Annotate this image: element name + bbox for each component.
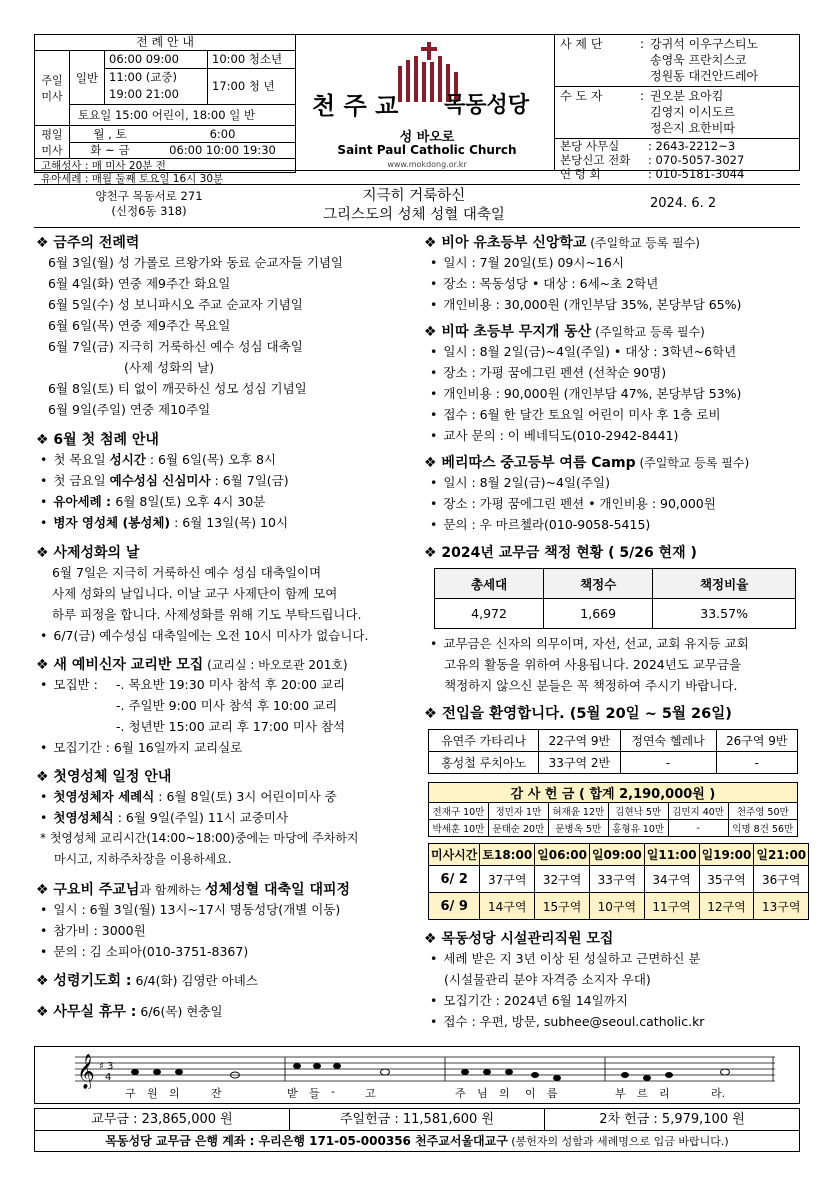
sunday-time: 17:00 청 년 [212, 79, 275, 93]
mass-schedule-box [34, 34, 296, 185]
section-title: ❖ 베리따스 중고등부 여름 Camp [424, 455, 636, 471]
text: 6월 8일(토) 오후 4시 30분 [115, 494, 266, 509]
lyric: 르 [637, 1087, 648, 1100]
saturday-mass: 토요일 15:00 어린이, 18:00 일 반 [78, 108, 256, 122]
lyric: 잔 [211, 1087, 222, 1100]
table-cell: 홍형유 10만 [608, 820, 668, 837]
thanks-table [428, 782, 798, 837]
svg-text:♯ 3: ♯ 3 [99, 1061, 114, 1072]
contact-value: : 070-5057-3027 [648, 153, 745, 167]
sunday-time: 06:00 09:00 [105, 51, 208, 68]
text: : 6월 13일(목) 10시 [170, 515, 289, 530]
note-line: • 교무금은 신자의 의무이며, 자선, 선교, 교회 유지등 교회 [430, 633, 800, 654]
lyric: 이 [525, 1087, 536, 1100]
section-subtitle: (주일학교 등록 필수) [591, 325, 705, 339]
text: 과 함께하는 [139, 883, 206, 897]
weekday-time: 6:00 [209, 127, 236, 141]
staff-name: 김영지 이시도르 [650, 105, 735, 119]
table-cell: 37구역 [480, 866, 535, 893]
lyric: 라. [711, 1087, 726, 1100]
feast-title: 그리스도의 성체 성혈 대축일 [323, 207, 505, 223]
text-line: • 문의 : 김 소피아(010-3751-8367) [40, 941, 416, 962]
sunday-offering: 주일헌금 : 11,581,600 원 [290, 1109, 545, 1130]
lyric: 고 [365, 1087, 376, 1100]
text-line: • 참가비 : 3000원 [40, 920, 416, 941]
table-header: 토18:00 [480, 844, 535, 866]
text-line: 하루 피정을 합니다. 사제성화를 위해 기도 부탁드립니다. [52, 607, 362, 622]
table-cell: 천주영 50만 [728, 803, 797, 820]
class-row: -. 목요반 19:30 미사 참석 후 20:00 교리 [116, 677, 346, 692]
table-header: 일06:00 [535, 844, 590, 866]
section-subtitle: (교리실 : 바오로관 201호) [203, 658, 348, 672]
lyric: 리 [659, 1087, 670, 1100]
bank-note: (봉헌자의 성함과 세례명으로 입금 바랍니다.) [507, 1135, 729, 1148]
sunday-time: 11:00 (교중) [109, 70, 177, 84]
table-cell: 26구역 9반 [716, 730, 797, 752]
lyric: 의 [169, 1087, 180, 1100]
lyric: 원 [147, 1087, 158, 1100]
table-cell: 박세훈 10만 [429, 820, 489, 837]
text: 유아세례 : [53, 494, 116, 509]
contact-value: : 010-5181-3044 [648, 167, 745, 181]
sunday-time: 19:00 21:00 [109, 87, 179, 101]
welcome-table [428, 729, 798, 774]
table-cell: 10구역 [589, 893, 644, 920]
lyrics [35, 1085, 799, 1101]
table-cell: - [668, 820, 728, 837]
class-row: -. 주일반 9:00 미사 참석 후 10:00 교리 [116, 698, 338, 713]
text-line: • 문의 : 우 마르첼라(010-9058-5415) [430, 514, 800, 535]
table-header: 일11:00 [644, 844, 699, 866]
staff-name: 정원동 대건안드레아 [650, 69, 759, 83]
section-title: ❖ 성령기도회 : [36, 973, 132, 989]
contact-label: 연 령 회 [560, 167, 601, 181]
table-cell: 12구역 [699, 893, 754, 920]
text-line: • 모집기간 : 2024년 6월 14일까지 [430, 990, 800, 1011]
section-subtitle: (주일학교 등록 필수) [586, 236, 700, 250]
bulletin-subheader [34, 184, 800, 228]
table-cell: 14구역 [480, 893, 535, 920]
lyric: - [331, 1085, 335, 1098]
lyric: 름 [547, 1087, 558, 1100]
lyric: 들 [309, 1087, 320, 1100]
table-cell: 22구역 9반 [539, 730, 620, 752]
liturgy-line: (사제 성화의 날) [124, 360, 215, 375]
section-title: ❖ 6월 첫 첨례 안내 [36, 432, 159, 448]
text-line: • 일시 : 8월 2일(금)~4일(주일) • 대상 : 3학년~6학년 [430, 341, 800, 362]
lyric: 받 [287, 1087, 298, 1100]
contact-value: : 2643-2212~3 [648, 139, 736, 153]
table-cell: 11구역 [644, 893, 699, 920]
staff-name: 정은지 요한비따 [650, 121, 735, 135]
liturgy-line: 6월 4일(화) 연중 제9주간 화요일 [48, 276, 231, 291]
text-line: • 일시 : 6월 3일(월) 13시~17시 명동성당(개별 이동) [40, 899, 416, 920]
text-line: • 장소 : 가평 꿈에그린 펜션 • 개인비용 : 90,000원 [430, 493, 800, 514]
right-column [424, 230, 807, 1032]
text: 성시간 [109, 452, 146, 467]
section-title: ❖ 전입을 환영합니다. (5월 20일 ~ 5월 26일) [424, 706, 732, 722]
weekday-mass-label: 평일 미사 [35, 126, 70, 158]
left-column [36, 230, 416, 1023]
sunday-mass-label: 주일 미사 [35, 51, 70, 125]
bank-account: 목동성당 교무금 은행 계좌 : 우리은행 171-05-000356 천주교서울대교구 [105, 1134, 508, 1148]
church-english-name: Saint Paul Catholic Church [337, 143, 517, 157]
logo-right-text: 목동성당 [444, 93, 530, 118]
text-line: • 세례 받은 지 3년 이상 된 성실하고 근면하신 분 [430, 948, 800, 969]
section-title: ❖ 비따 초등부 무지개 동산 [424, 324, 592, 340]
label: • 모집반 : [40, 674, 98, 695]
table-cell: 허재윤 12만 [548, 803, 608, 820]
svg-text:4: 4 [105, 1072, 112, 1083]
liturgy-line: 6월 6일(목) 연중 제9주간 목요일 [48, 318, 231, 333]
weekday-label: 일반 [70, 51, 105, 104]
baptism-info: 유아세례 : 매월 둘째 토요일 16시 30분 [41, 173, 224, 185]
table-cell: 35구역 [699, 866, 754, 893]
kyomu-table [434, 568, 796, 629]
notice: • 6/7(금) 예수성심 대축일에는 오전 10시 미사가 없습니다. [36, 625, 416, 646]
text-line: • 일시 : 8월 2일(금)~4일(주일) [430, 472, 800, 493]
bulletin-date: 2024. 6. 2 [650, 196, 717, 211]
weekday-days: 화 ~ 금 [90, 143, 130, 157]
table-cell: 15구역 [535, 893, 590, 920]
text: 예수성심 신심미사 [109, 473, 211, 488]
mass-duty-table [428, 843, 809, 920]
section-title: ❖ 사제성화의 날 [36, 545, 140, 561]
section-title: ❖ 새 예비신자 교리반 모집 [36, 657, 204, 673]
section-title: ❖ 2024년 교무금 책정 현황 ( 5/26 현재 ) [424, 545, 697, 561]
liturgy-line: 6월 5일(수) 성 보니파시오 주교 순교자 기념일 [48, 297, 303, 312]
table-header: 일21:00 [754, 844, 809, 866]
text: 첫영성체자 세례식 [53, 789, 155, 804]
lyric: 의 [499, 1087, 510, 1100]
liturgy-line: 6월 8일(토) 티 없이 깨끗하신 성모 성심 기념일 [48, 381, 307, 396]
table-cell: 전재구 10만 [429, 803, 489, 820]
weekday-time: 06:00 10:00 19:30 [169, 143, 276, 157]
text: 첫 목요일 [53, 452, 110, 467]
text: 병자 영성체 (봉성체) [53, 515, 171, 530]
contact-label: 본당신고 전화 [560, 153, 631, 167]
lyric: 주 [455, 1087, 466, 1100]
svg-text:𝄞: 𝄞 [77, 1054, 95, 1089]
section-title: ❖ 구요비 주교님 [36, 882, 140, 898]
feast-title: 지극히 거룩하신 [362, 188, 466, 204]
section-title: ❖ 목동성당 시설관리직원 모집 [424, 931, 614, 947]
text-line: • 장소 : 목동성당 • 대상 : 6세~초 2학년 [430, 273, 800, 294]
table-cell: 34구역 [644, 866, 699, 893]
lyric: 구 [125, 1087, 136, 1100]
staff-info: 사 제 단 : 강귀석 이우구스티노 송영욱 프란치스코 정원동 대건안드레아 수 도 자 : 권오분 요아킴 김영지 이시도르 정은지 요한비따 본당 사무실 : 2643-2212~3 본당신고 전화 : 070-5057-3027 연 령 회 : 010-5181-3044 [560, 34, 800, 171]
table-cell: - [716, 752, 797, 774]
staff-name: 송영욱 프란치스코 [650, 53, 747, 67]
liturgy-line: 6월 9일(주일) 연중 제10주일 [48, 402, 211, 417]
logo-left-text: 천 주 교 [312, 92, 399, 120]
second-offering: 2차 헌금 : 5,979,100 원 [599, 1112, 745, 1127]
note-line: * 첫영성체 교리시간(14:00~18:00)중에는 마당에 주차하지 [40, 831, 359, 845]
table-cell: 32구역 [535, 866, 590, 893]
table-header: 책정수 [544, 569, 653, 599]
table-cell: 문태순 20만 [488, 820, 548, 837]
text: 6/6(목) 현충일 [136, 1004, 223, 1019]
footer-box [34, 1108, 800, 1152]
table-cell: 6/ 9 [429, 893, 480, 920]
kyomu-total: 교무금 : 23,865,000 원 [35, 1109, 290, 1130]
text-line: • 장소 : 가평 꿈에그린 펜션 (선착순 90명) [430, 362, 800, 383]
section-subtitle: (주일학교 등록 필수) [635, 456, 750, 470]
text: : 6월 6일(목) 오후 8시 [145, 452, 277, 467]
text-line: • 일시 : 7월 20일(토) 09시~16시 [430, 252, 800, 273]
address-line: 양천구 목동서로 271 [95, 189, 203, 203]
class-row: -. 청년반 15:00 교리 후 17:00 미사 참석 [116, 719, 346, 734]
text-line: (시설물관리 분야 자격증 소지자 우대) [444, 972, 651, 987]
table-cell: 13구역 [754, 893, 809, 920]
text: : 6월 8일(토) 3시 어린이미사 중 [154, 789, 337, 804]
table-header: 책정비율 [653, 569, 796, 599]
table-cell: 유연주 가타리나 [429, 730, 539, 752]
text-line: • 교사 문의 : 이 베네딕도(010-2942-8441) [430, 425, 800, 446]
contact-label: 본당 사무실 [560, 139, 620, 153]
section-title: ❖ 금주의 전례력 [36, 235, 140, 251]
text: : 6월 9일(주일) 11시 교중미사 [113, 810, 289, 825]
text: : 6월 7일(금) [210, 473, 289, 488]
text-line: • 모집기간 : 6월 16일까지 교리실로 [36, 737, 416, 758]
text-line: 6월 7일은 지극히 거룩하신 예수 성심 대축일이며 [52, 565, 322, 580]
sunday-time: 10:00 청소년 [212, 52, 283, 66]
staff-role: 수 도 자 [560, 89, 603, 103]
table-cell: 4,972 [435, 599, 544, 629]
text: 6/4(화) 김영란 아녜스 [131, 973, 258, 988]
staff-name: 권오분 요아킴 [650, 89, 724, 103]
table-cell: 36구역 [754, 866, 809, 893]
music-staff-box [34, 1046, 800, 1104]
church-logo [298, 36, 556, 172]
text-line: • 개인비용 : 90,000원 (개인부담 47%, 본당부담 53%) [430, 383, 800, 404]
table-cell: 1,669 [544, 599, 653, 629]
table-cell: 정민자 1만 [488, 803, 548, 820]
table-cell: - [620, 752, 716, 774]
table-cell: 6/ 2 [429, 866, 480, 893]
lyric: 부 [615, 1087, 626, 1100]
staff-role: 사 제 단 [560, 37, 603, 51]
schedule-title: 전 례 안 내 [35, 35, 295, 51]
section-title: ❖ 첫영성체 일정 안내 [36, 769, 172, 785]
address-line: (신정6동 318) [111, 204, 187, 218]
table-cell: 홍성철 루치아노 [429, 752, 539, 774]
liturgy-line: 6월 3일(월) 성 가롤로 르왕가와 동료 순교자들 기념일 [48, 255, 343, 270]
confession-info: 고해성사 : 매 미사 20분 전 [41, 160, 166, 172]
text-line: • 접수 : 우편, 방문, subhee@seoul.catholic.kr [430, 1011, 800, 1032]
lyric: 님 [477, 1087, 488, 1100]
table-cell: 문병옥 5만 [548, 820, 608, 837]
patron-name: 성 바오로 [399, 130, 455, 145]
table-header: 일09:00 [589, 844, 644, 866]
church-url: www.mokdong.or.kr [387, 160, 467, 169]
table-cell: 33.57% [653, 599, 796, 629]
note-line: 책정하지 않으신 분들은 꼭 책정하여 주시기 바랍니다. [444, 678, 738, 693]
weekday-days: 월 , 토 [93, 127, 127, 141]
table-header: 미사시간 [429, 844, 480, 866]
note-line: 마시고, 지하주차장을 이용하세요. [54, 852, 232, 866]
table-cell: 33구역 [589, 866, 644, 893]
table-header: 총세대 [435, 569, 544, 599]
table-cell: 정연숙 헬레나 [620, 730, 716, 752]
text-line: • 개인비용 : 30,000원 (개인부담 35%, 본당부담 65%) [430, 294, 800, 315]
staff-name: 강귀석 이우구스티노 [650, 37, 759, 51]
text-line: • 접수 : 6월 한 달간 토요일 어린이 미사 후 1층 로비 [430, 404, 800, 425]
text: 성체성혈 대축일 대피정 [205, 882, 351, 898]
table-cell: 김민지 40만 [668, 803, 728, 820]
table-header: 일19:00 [699, 844, 754, 866]
thanks-title: 감 사 헌 금 ( 합계 2,190,000원 ) [429, 783, 798, 803]
music-staff-icon [35, 1049, 799, 1089]
table-cell: 익명 8건 56만 [728, 820, 797, 837]
text: 첫 금요일 [53, 473, 110, 488]
section-title: ❖ 비아 유초등부 신앙학교 [424, 235, 587, 251]
liturgy-line: 6월 7일(금) 지극히 거룩하신 예수 성심 대축일 [48, 339, 303, 354]
table-cell: 33구역 2반 [539, 752, 620, 774]
note-line: 고유의 활동을 위하여 사용됩니다. 2024년도 교무금을 [444, 657, 742, 672]
text: 첫영성체식 [53, 810, 114, 825]
table-cell: 김현낙 5만 [608, 803, 668, 820]
text-line: 사제 성화의 날입니다. 이날 교구 사제단이 함께 모여 [52, 586, 338, 601]
section-title: ❖ 사무실 휴무 : [36, 1004, 137, 1020]
